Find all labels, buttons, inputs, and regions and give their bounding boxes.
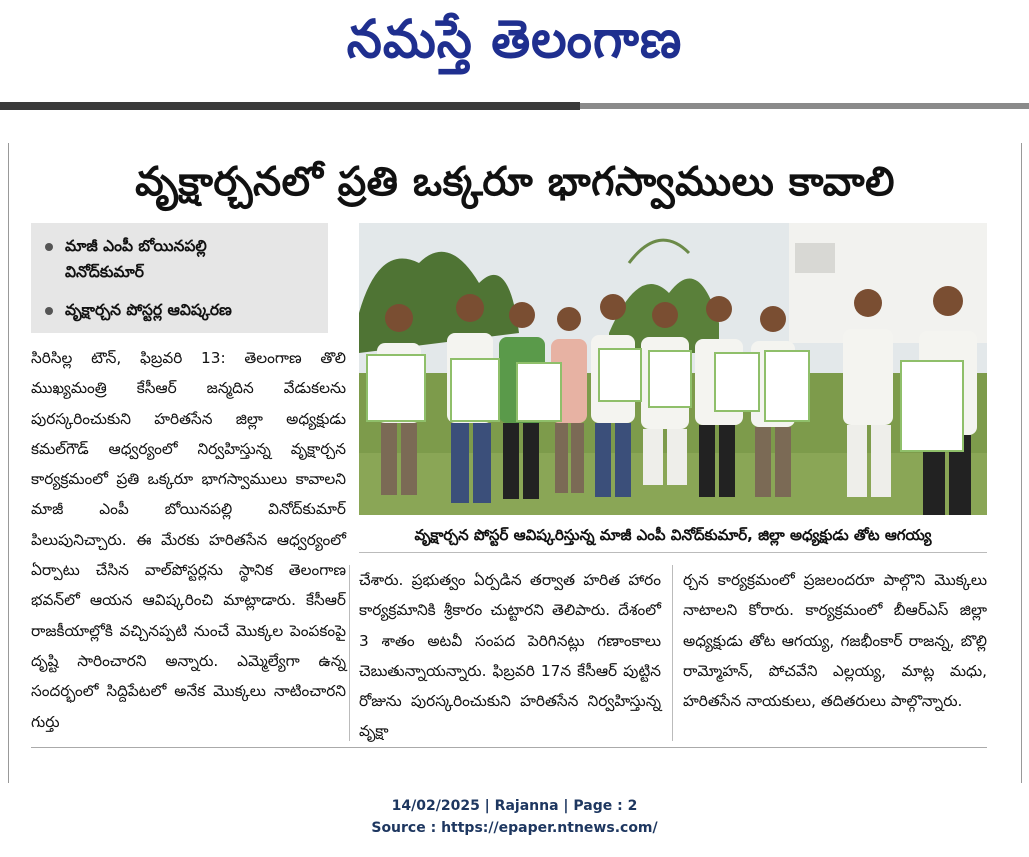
masthead-rule-light bbox=[580, 103, 1029, 109]
edition-info: 14/02/2025 | Rajanna | Page : 2 bbox=[391, 798, 638, 814]
article-photo bbox=[359, 223, 987, 515]
page-footer bbox=[0, 795, 1029, 839]
bullet-icon bbox=[45, 307, 53, 315]
masthead bbox=[0, 0, 1029, 100]
article-column-1: సిరిసిల్ల టౌన్, ఫిబ్రవరి 13: తెలంగాణ తొలి ముఖ్యమంత్రి కేసీఆర్ జన్మదిన వేడుకలను పురస్కరించుకుని హరితసేన జిల్లా అధ్యక్షుడు కమల్‌గౌడ్ ఆధ్వర్యంలో నిర్వహిస్తున్న వృక్షార్చన కార్యక్రమంలో ప్రతి ఒక్కరూ భాగస్వాములు కావాలని మాజీ ఎంపీ బోయినపల్లి వినోద్‌కుమార్ పిలుపునిచ్చారు. ఈ మేరకు హరితసేన ఆధ్వర్యంలో ఏర్పాటు చేసిన వాల్‌పోస్టర్లను స్థానిక తెలంగాణ భవన్‌లో ఆయన ఆవిష్కరించి మాట్లాడారు. కేసీఆర్ రాజకీయాల్లోకి వచ్చినప్పటి నుంచే మొక్కల పెంపకంపై దృష్టి సారించారని అన్నారు. ఎమ్మెల్యేగా ఉన్న సందర్భంలో సిద్దిపేటలో అనేక మొక్కలు నాటించారని గుర్తు bbox=[31, 349, 346, 731]
article-bottom-rule bbox=[31, 747, 987, 748]
column-divider bbox=[349, 565, 350, 741]
highlight-item: వృక్షార్చన పోస్టర్ల ఆవిష్కరణ bbox=[45, 297, 232, 323]
newspaper-logo: నమస్తే తెలంగాణ bbox=[346, 8, 683, 70]
masthead-rule-dark bbox=[0, 102, 580, 110]
photo-caption: వృక్షార్చన పోస్టర్ ఆవిష్కరిస్తున్న మాజీ ఎంపీ వినోద్‌కుమార్, జిల్లా అధ్యక్షుడు తోట ఆగయ్య bbox=[359, 518, 987, 553]
article-headline: వృక్షార్చనలో ప్రతి ఒక్కరూ భాగస్వాములు కావాలి bbox=[135, 159, 895, 205]
highlight-box bbox=[31, 223, 328, 333]
bullet-icon bbox=[45, 243, 53, 251]
news-article bbox=[8, 143, 1022, 783]
highlight-item: మాజీ ఎంపీ బోయినపల్లి వినోద్‌కుమార్ bbox=[45, 233, 207, 285]
source-link[interactable]: Source : https://epaper.ntnews.com/ bbox=[371, 820, 658, 836]
column-divider bbox=[672, 565, 673, 741]
article-column-3: ర్చన కార్యక్రమంలో ప్రజలందరూ పాల్గొని మొక్కలు నాటాలని కోరారు. కార్యక్రమంలో బీఆర్ఎస్ జిల్లా అధ్యక్షుడు తోట ఆగయ్య, గజభీంకార్ రాజన్న, బొల్లి రామ్మోహన్, పోచవేని ఎల్లయ్య, మాట్ల మధు, హరితసేన నాయకులు, తదితరులు పాల్గొన్నారు. bbox=[683, 571, 987, 711]
group-photo-illustration bbox=[359, 223, 987, 515]
article-column-2: చేశారు. ప్రభుత్వం ఏర్పడిన తర్వాత హరిత హారం కార్యక్రమానికి శ్రీకారం చుట్టారని తెలిపారు. దేశంలో 3 శాతం అటవీ సంపద పెరిగినట్లు గణాంకాలు చెబుతున్నాయన్నారు. ఫిబ్రవరి 17న కేసీఆర్ పుట్టిన రోజును పురస్కరించుకుని హరితసేన నిర్వహిస్తున్న వృక్షా bbox=[359, 571, 661, 741]
